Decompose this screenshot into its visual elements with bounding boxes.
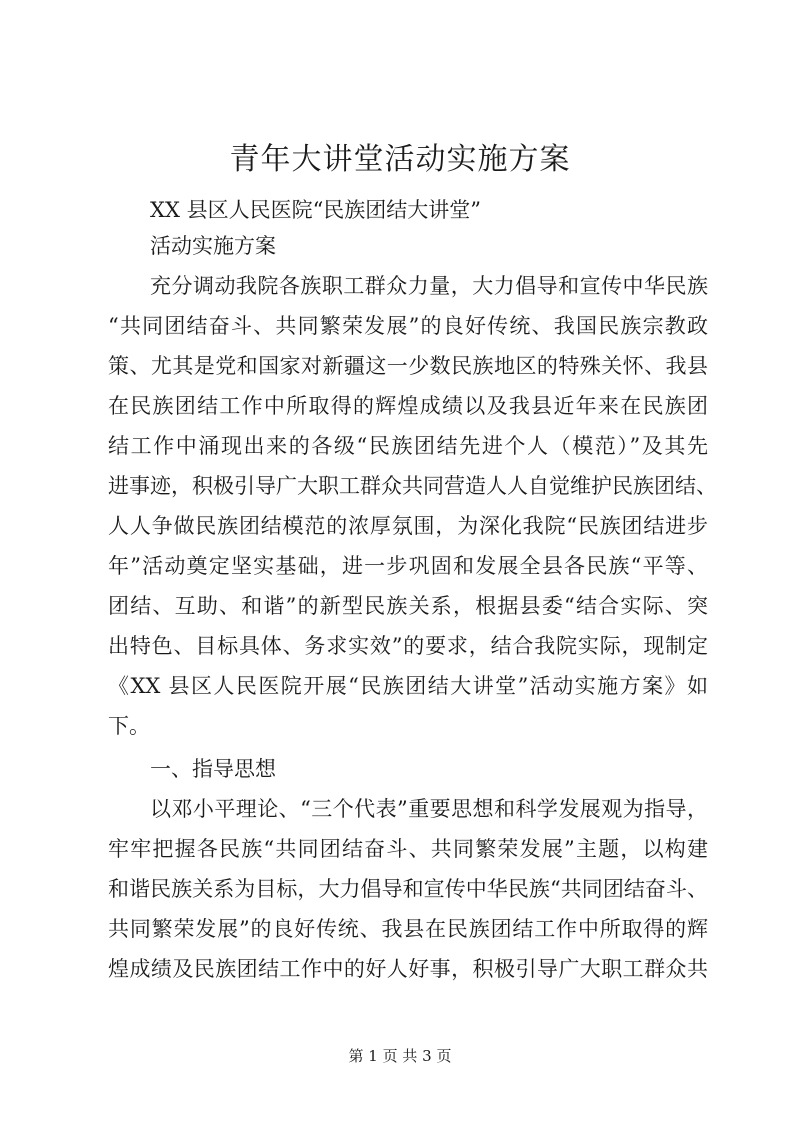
paragraph-line: 进事迹，积极引导广大职工群众共同营造人人自觉维护民族团结、 [108, 474, 717, 498]
paragraph-line: 结工作中涌现出来的各级“民族团结先进个人（模范）”及其先 [108, 434, 708, 458]
paragraph-line: 充分调动我院各族职工群众力量，大力倡导和宣传中华民族 [150, 274, 708, 298]
subtitle-line-2: 活动实施方案 [150, 234, 276, 258]
paragraph-line: 出特色、目标具体、务求实效”的要求，结合我院实际，现制定 [108, 634, 708, 658]
paragraph-line: 以邓小平理论、“三个代表”重要思想和科学发展观为指导， [150, 797, 708, 821]
paragraph-line: 下。 [108, 714, 150, 738]
section-heading: 一、指导思想 [150, 757, 276, 781]
paragraph-line: 年”活动奠定坚实基础，进一步巩固和发展全县各民族“平等、 [108, 554, 708, 578]
page-footer: 第 1 页 共 3 页 [348, 1047, 452, 1065]
paragraph-line: “共同团结奋斗、共同繁荣发展”的良好传统、我国民族宗教政 [108, 314, 708, 338]
paragraph-line: 人人争做民族团结模范的浓厚氛围，为深化我院“民族团结进步 [108, 514, 708, 538]
paragraph-line: 牢牢把握各民族“共同团结奋斗、共同繁荣发展”主题，以构建 [108, 837, 708, 861]
paragraph-line: 《XX 县区人民医院开展“民族团结大讲堂”活动实施方案》如 [108, 674, 708, 698]
paragraph-line: 共同繁荣发展”的良好传统、我县在民族团结工作中所取得的辉 [108, 917, 708, 941]
subtitle-line-1: XX 县区人民医院“民族团结大讲堂” [150, 198, 482, 222]
paragraph-line: 煌成绩及民族团结工作中的好人好事，积极引导广大职工群众共 [108, 957, 708, 981]
paragraph-line: 在民族团结工作中所取得的辉煌成绩以及我县近年来在民族团 [108, 394, 708, 418]
paragraph-line: 团结、互助、和谐”的新型民族关系，根据县委“结合实际、突 [108, 594, 708, 618]
paragraph-line: 策、尤其是党和国家对新疆这一少数民族地区的特殊关怀、我县 [108, 354, 708, 378]
page-title: 青年大讲堂活动实施方案 [229, 142, 571, 177]
paragraph-line: 和谐民族关系为目标，大力倡导和宣传中华民族“共同团结奋斗、 [108, 877, 708, 901]
